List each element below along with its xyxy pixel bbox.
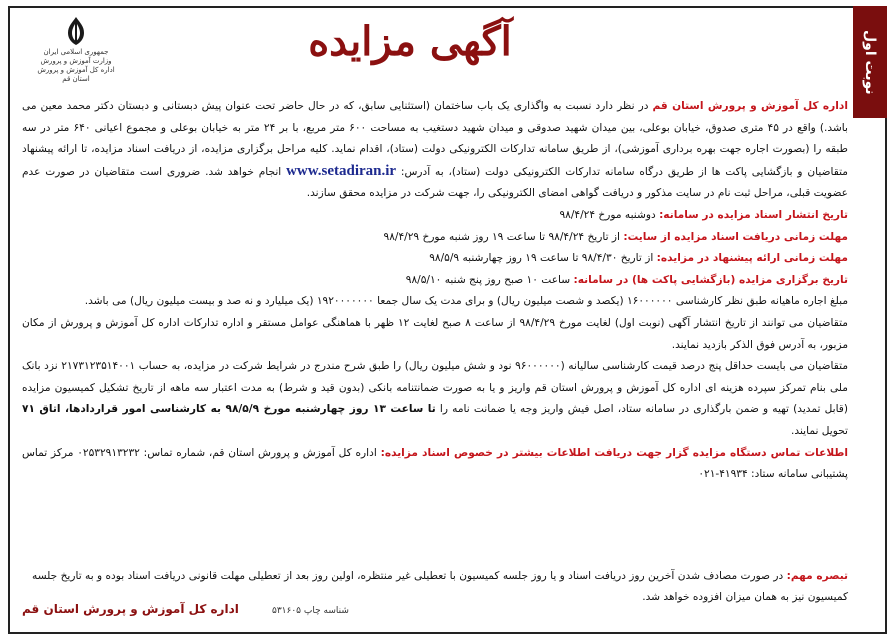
edition-badge: نوبت اول bbox=[853, 6, 887, 118]
date-row bbox=[22, 270, 848, 292]
ad-footer bbox=[22, 566, 848, 618]
note-label: تبصره مهم: bbox=[786, 570, 848, 582]
date-label: تاریخ برگزاری مزایده (بازگشایی پاکت ها) در سامانه: bbox=[573, 273, 848, 286]
page-title: آگهی مزایده bbox=[308, 18, 512, 65]
print-number: شناسه چاپ ۵۳۱۶۰۵ bbox=[272, 606, 349, 616]
contact-label: اطلاعات تماس دستگاه مزایده گزار جهت دریافت اطلاعات بیشتر در خصوص اسناد مزایده: bbox=[380, 446, 848, 459]
intro-paragraph bbox=[22, 96, 848, 205]
contact-text: اداره کل آموزش و پرورش استان قم، شماره تماس: ۰۲۵۳۲۹۱۳۲۳۲ مرکز تماس پشتیبانی سامانه ستاد: ۴۱۹۳۴-۰۲۱ bbox=[22, 446, 848, 481]
deposit-text: متقاضیان می بایست حداقل پنج درصد قیمت کارشناسی سالیانه (۹۶۰۰۰۰۰۰ نود و شش میلیون ریال) را طبق شرح مندرج در شرایط شرکت در مزایده، به حساب ۲۱۷۳۱۲۳۵۱۴۰۰۱ نزد بانک ملی بنام تمرکز سپرده هزینه ای اداره کل آموزش و پرورش استان قم واریز و یا به صورت ضمانتنامه بانکی (بدون قید و شرط) به مدت اعتبار سه ماهه از تاریخ تشکیل کمیسیون مزایده (قابل تمدید) تهیه و ضمن بارگذاری در سامانه ستاد، اصل فیش واریز وجه یا ضمانت نامه را bbox=[22, 360, 848, 416]
contact-paragraph bbox=[22, 443, 848, 486]
intro-text: در نظر دارد نسبت به واگذاری یک باب ساختمان (استثنایی سابق، که در حال حاضر تحت عنوان پیش دبستانی و دبستان دکتر محمد معین می باشد.) واقع در ۴۵ متری صدوق، خیابان بوعلی، بین میدان شهید صدوقی و میدان شهید دستغیب به مساحت ۶۰۰ متر مربع، با بر ۲۴ متر به خیابان بوعلی و مجموع اعیانی ۶۴۰ متر در سه طبقه را (بصورت اجاره جهت بهره برداری آموزشی)، از طریق سامانه تدارکات الکترونیکی دولت (ستاد)، اقدام نماید. کلیه مراحل برگزاری مزایده، از دریافت اسناد مزایده، تا ارائه پیشنهاد متقاضیان و بازگشایی پاکت ها از طریق درگاه سامانه تدارکات الکترونیکی دولت (ستاد)، به آدرس: bbox=[22, 100, 848, 178]
date-value: ساعت ۱۰ صبح روز پنج شنبه ۹۸/۵/۱۰ bbox=[405, 273, 571, 286]
date-value: از تاریخ ۹۸/۴/۲۴ تا ساعت ۱۹ روز شنبه مورخ ۹۸/۴/۲۹ bbox=[383, 230, 620, 243]
ad-body bbox=[22, 96, 848, 486]
date-label: تاریخ انتشار اسناد مزایده در سامانه: bbox=[659, 208, 848, 221]
emblem-line-2: وزارت آموزش و پرورش bbox=[40, 57, 112, 65]
date-row bbox=[22, 205, 848, 227]
intro-end-text: انجام خواهد شد. ضروری است متقاضیان در صورت عدم عضویت قبلی، مراحل ثبت نام در سایت مذکور و دریافت گواهی امضای الکترونیکی را، جهت شرکت در مزایده محقق سازند. bbox=[22, 165, 848, 200]
date-label: مهلت زمانی دریافت اسناد مزایده از سایت: bbox=[623, 230, 848, 243]
emblem-icon bbox=[59, 14, 93, 48]
date-label: مهلت زمانی ارائه پیشنهاد در مزایده: bbox=[656, 252, 848, 265]
visit-paragraph: متقاضیان می توانند از تاریخ انتشار آگهی (نوبت اول) لغایت مورخ ۹۸/۴/۲۹ از ساعت ۸ صبح لغایت ۱۲ ظهر با هماهنگی عوامل مستقر و اداره تدارکات اداره کل آموزش و پرورش از مکان مزبور، به آدرس فوق الذکر بازدید نمایند. bbox=[22, 316, 848, 351]
website-link[interactable]: www.setadiran.ir bbox=[286, 162, 397, 179]
emblem-line-3: اداره کل آموزش و پرورش استان قم bbox=[37, 66, 115, 83]
date-value: از تاریخ ۹۸/۴/۳۰ تا ساعت ۱۹ روز چهارشنبه ۹۸/۵/۹ bbox=[429, 252, 654, 265]
note-text: در صورت مصادف شدن آخرین روز دریافت اسناد و یا روز جلسه کمیسیون با تعطیلی غیر منتظره، اولین روز بعد از تعطیلی مهلت قانونی دریافت اسناد بوده و به تاریخ جلسه کمیسیون نیز به همان میزان افزوده خواهد شد. bbox=[32, 570, 848, 603]
emblem-line-1: جمهوری اسلامی ایران bbox=[43, 48, 109, 56]
date-row bbox=[22, 227, 848, 249]
date-row bbox=[22, 248, 848, 270]
deposit-end-text: تحویل نمایند. bbox=[791, 424, 848, 437]
date-value: دوشنبه مورخ ۹۸/۴/۲۴ bbox=[559, 208, 656, 221]
intro-org: اداره کل آموزش و پرورش استان قم bbox=[652, 100, 848, 112]
signature: اداره کل آموزش و پرورش استان قم bbox=[22, 602, 239, 616]
deposit-paragraph bbox=[22, 356, 848, 442]
ministry-emblem bbox=[28, 14, 124, 94]
deposit-deadline: تا ساعت ۱۳ روز چهارشنبه مورخ ۹۸/۵/۹ به کارشناسی امور قراردادها، اتاق ۷۱ bbox=[22, 403, 436, 416]
rent-paragraph: مبلغ اجاره ماهیانه طبق نظر کارشناسی ۱۶۰۰۰۰۰۰ (یکصد و شصت میلیون ریال) و برای مدت یک سال جمعا ۱۹۲۰۰۰۰۰۰۰ (یک میلیارد و نه صد و بیست میلیون ریال) می باشد. bbox=[84, 295, 848, 308]
